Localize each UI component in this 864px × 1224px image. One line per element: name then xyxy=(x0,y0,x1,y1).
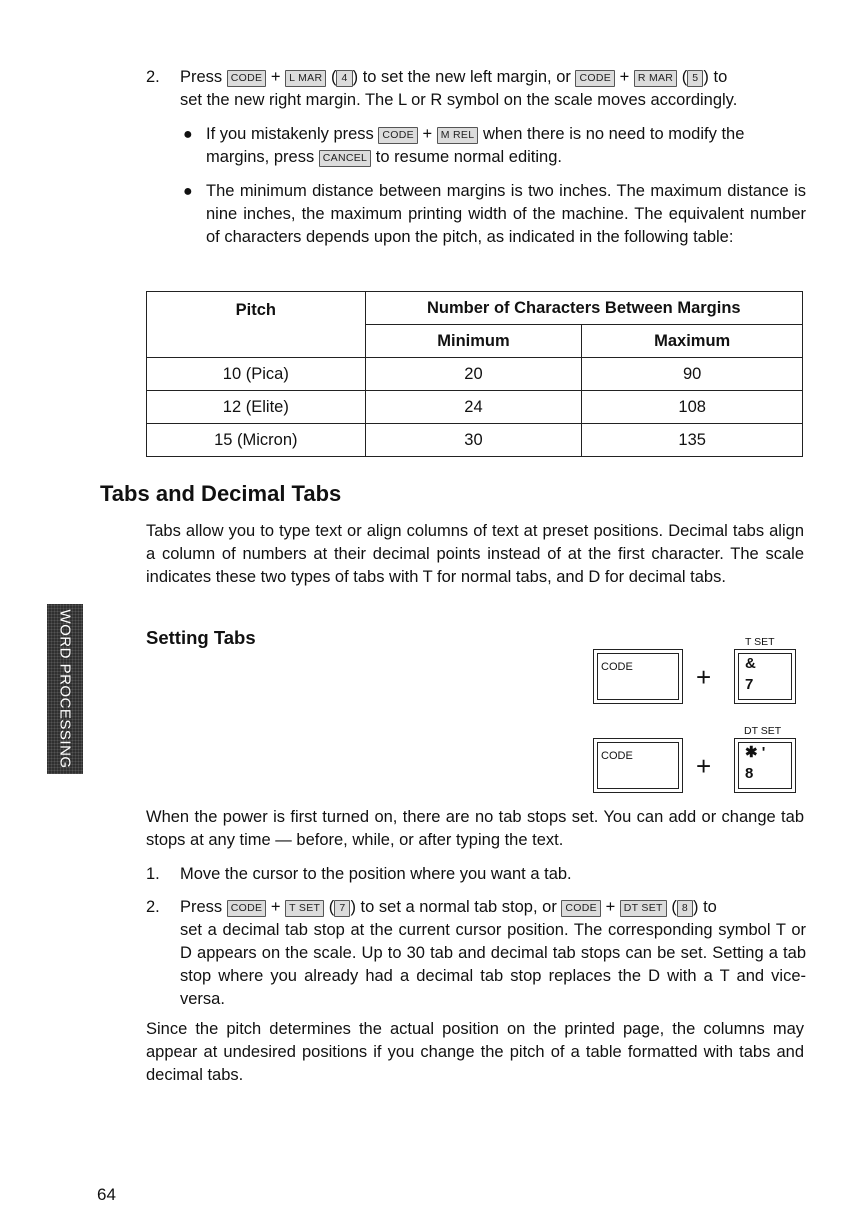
mrel-key: M REL xyxy=(437,127,479,144)
bullet-minimum-distance xyxy=(183,180,806,272)
code-key-illustration: CODE xyxy=(593,649,683,704)
code-key: CODE xyxy=(561,900,601,917)
step-text: Press CODE + L MAR ( 4 ) to set the new left margin, or CODE + R MAR ( 5 ) to set the new right margin. The L or R symbol on the scale moves accordingly. xyxy=(180,66,806,112)
lmar-key: L MAR xyxy=(285,70,326,87)
rmar-key: R MAR xyxy=(634,70,677,87)
tset-label: T SET xyxy=(745,636,775,648)
bullet-mistaken-press: ● If you mistakenly press CODE + M REL when there is no need to modify the margins, press CANCEL to resume normal editing. xyxy=(183,125,745,166)
section-intro: Tabs allow you to type text or align columns of text at preset positions. Decimal tabs align a column of numbers at their decimal points instead of at the first character. The scale indicates these two types of tabs with T for normal tabs, and D for decimal tabs. xyxy=(146,522,804,586)
side-tab xyxy=(47,604,83,774)
step-1-tabs xyxy=(146,863,806,886)
subsection-title: Setting Tabs xyxy=(146,627,256,648)
step-number: 2. xyxy=(146,68,160,86)
closing-paragraph: Since the pitch determines the actual position on the printed page, the columns may appear at undesired positions if you change the pitch of a table formatted with tabs and decimal tabs. xyxy=(146,1020,804,1084)
step-text: Move the cursor to the position where you want a tab. xyxy=(180,865,572,883)
step-number: 1. xyxy=(146,865,160,883)
tset-key: T SET xyxy=(285,900,324,917)
code-key: CODE xyxy=(378,127,418,144)
side-tab-label: WORD PROCESSING xyxy=(56,609,74,769)
table-row: 10 (Pica) 20 90 xyxy=(147,358,803,391)
header-chars-between-margins: Number of Characters Between Margins xyxy=(365,292,802,325)
seven-key: 7 xyxy=(334,900,350,917)
tab-key-diagram xyxy=(590,632,810,804)
code-key-illustration: CODE xyxy=(593,738,683,793)
step-number: 2. xyxy=(146,898,160,916)
step-text: Press CODE + T SET ( 7 ) to set a normal tab stop, or CODE + DT SET ( 8 ) to set a decimal tab stop at the current cursor position. The corresponding symbol T or D appears on the scale. Up to 30 tab and decimal tab stops can be set. Setting a tab stop where you already had a decimal tab stop replaces the D with a T and vice-versa. xyxy=(180,896,806,1011)
step-2-tabs xyxy=(146,896,806,1011)
key-7-illustration: & 7 xyxy=(734,649,796,704)
key-8-illustration: ✱ ' 8 xyxy=(734,738,796,793)
code-key: CODE xyxy=(227,70,267,87)
step-line-2: set the new right margin. The L or R symbol on the scale moves accordingly. xyxy=(180,91,738,109)
cancel-key: CANCEL xyxy=(319,150,371,167)
code-key: CODE xyxy=(575,70,615,87)
code-key: CODE xyxy=(227,900,267,917)
plus-sign: + xyxy=(696,751,712,781)
header-pitch: Pitch xyxy=(147,292,366,358)
header-maximum: Maximum xyxy=(582,325,803,358)
page-number: 64 xyxy=(97,1185,116,1204)
plus-sign: + xyxy=(696,662,712,692)
pitch-table xyxy=(146,291,803,457)
five-key: 5 xyxy=(687,70,703,87)
bullet-dot: ● xyxy=(183,126,193,143)
power-on-paragraph: When the power is first turned on, there are no tab stops set. You can add or change tab stops at any time — before, while, or after typing the text. xyxy=(146,808,804,849)
table-row: 12 (Elite) 24 108 xyxy=(147,391,803,424)
step-2-margins xyxy=(146,66,806,112)
table-row: 15 (Micron) 30 135 xyxy=(147,424,803,457)
eight-key: 8 xyxy=(677,900,693,917)
header-minimum: Minimum xyxy=(365,325,582,358)
bullet-dot: ● xyxy=(183,183,193,200)
dtset-key: DT SET xyxy=(620,900,667,917)
section-title: Tabs and Decimal Tabs xyxy=(100,481,342,506)
step-rest: set a decimal tab stop at the current cursor position. The corresponding symbol T or D appears on the scale. Up to 30 tab and decimal tab stops can be set. Setting a tab stop where you already had a decimal tab stop replaces the D with a T and vice-versa. xyxy=(180,921,806,1008)
bullet-text: The minimum distance between margins is two inches. The maximum distance is nine inches, the maximum printing width of the machine. The equivalent number of characters depends upon the pitch, as indicated in the following table: xyxy=(206,182,806,246)
four-key: 4 xyxy=(336,70,352,87)
dtset-label: DT SET xyxy=(744,725,782,737)
